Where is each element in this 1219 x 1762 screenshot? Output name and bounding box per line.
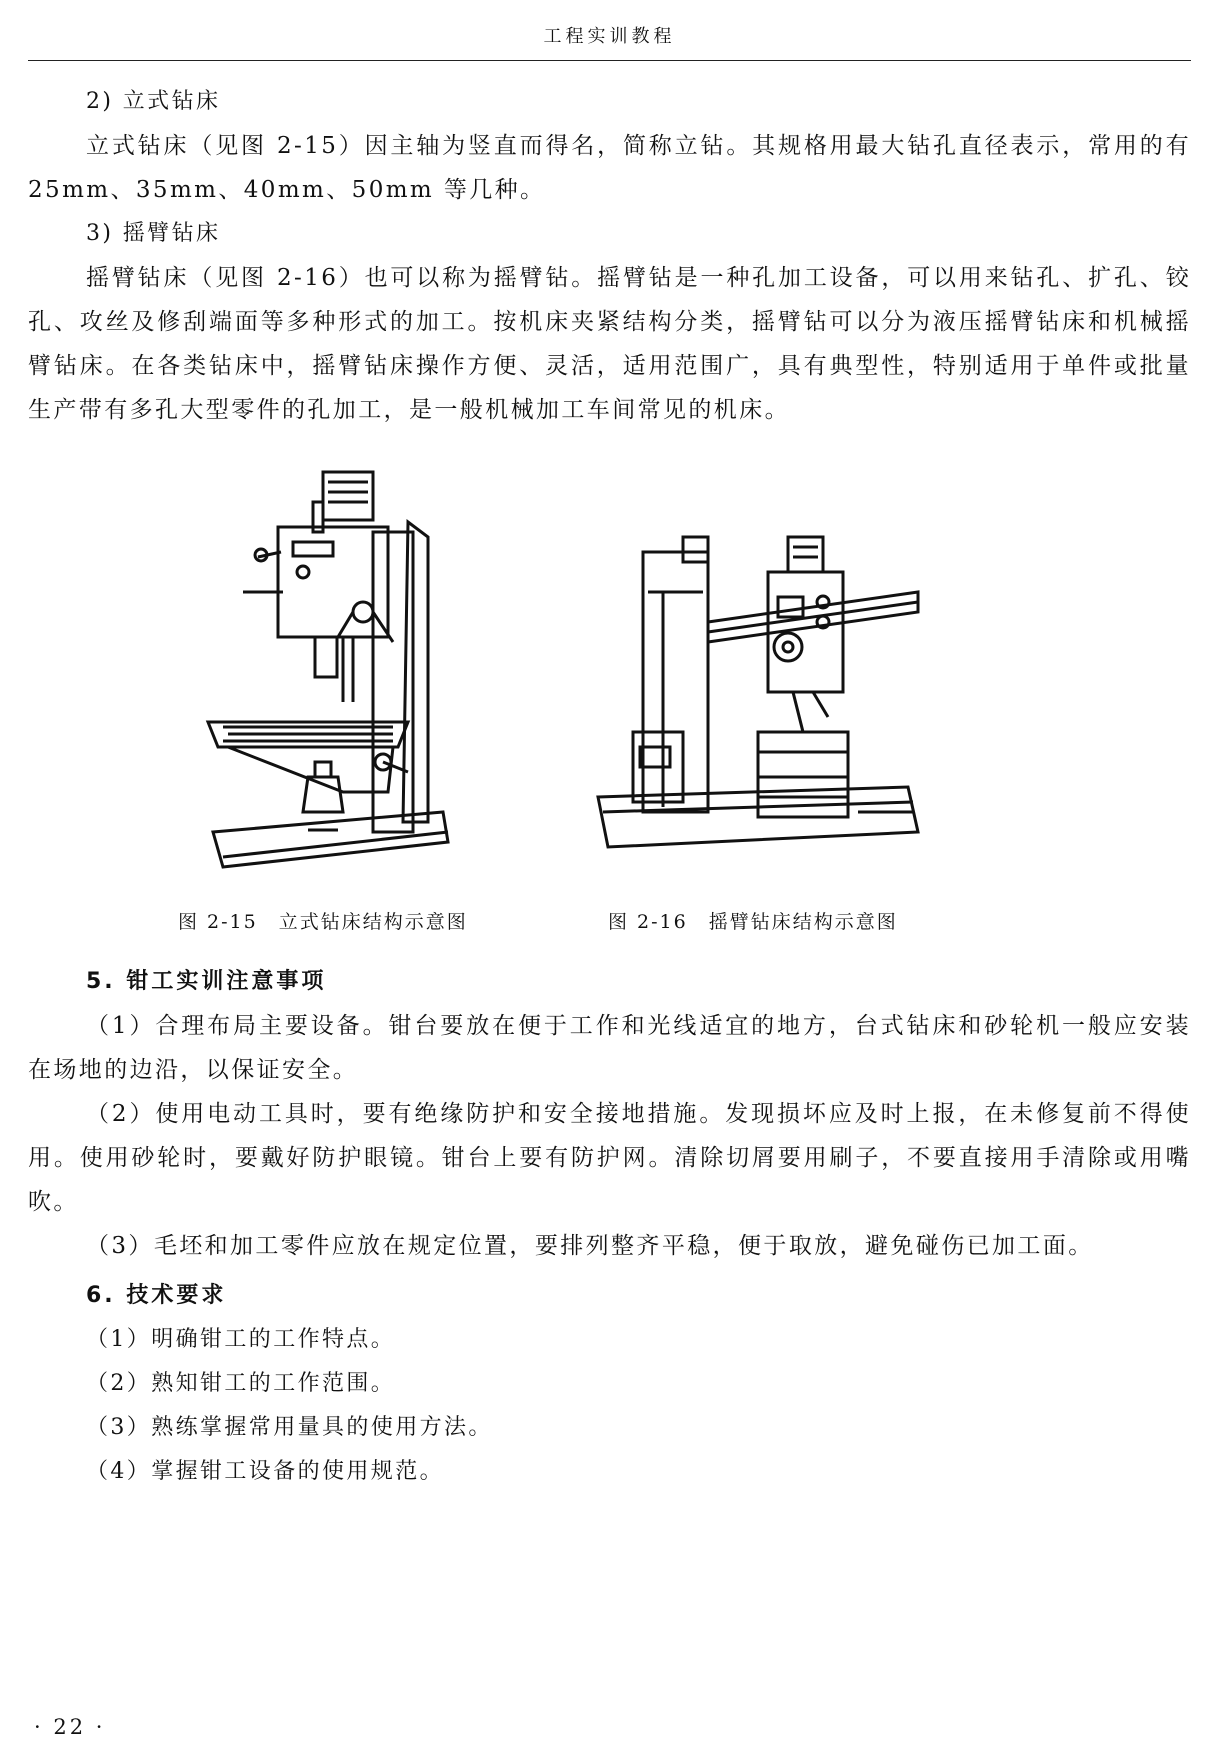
paragraph-vertical-drill: 立式钻床（见图 2-15）因主轴为竖直而得名，简称立钻。其规格用最大钻孔直径表示，常用的有 25mm、35mm、40mm、50mm 等几种。 bbox=[28, 133, 1191, 203]
section-6-item-4: （4）掌握钳工设备的使用规范。 bbox=[86, 1459, 444, 1484]
figure-vertical-drill bbox=[203, 462, 463, 882]
section-5-item-3: （3）毛坯和加工零件应放在规定位置，要排列整齐平稳，便于取放，避免碰伤已加工面。 bbox=[86, 1233, 1094, 1259]
header-title: 工程实训教程 bbox=[543, 26, 676, 47]
figure-caption-2-15: 图 2-15 立式钻床结构示意图 bbox=[178, 911, 468, 933]
page-body bbox=[28, 80, 1191, 1494]
figure-caption-2-16: 图 2-16 摇臂钻床结构示意图 bbox=[608, 911, 898, 933]
vertical-drill-illustration bbox=[203, 462, 463, 882]
section-6-item-1: （1）明确钳工的工作特点。 bbox=[86, 1327, 396, 1352]
figure-radial-drill bbox=[588, 532, 938, 862]
radial-drill-illustration bbox=[588, 532, 938, 862]
subheading-radial-drill: 3) 摇臂钻床 bbox=[86, 221, 221, 246]
section-5-item-2: （2）使用电动工具时，要有绝缘防护和安全接地措施。发现损坏应及时上报，在未修复前不得使用。使用砂轮时，要戴好防护眼镜。钳台上要有防护网。清除切屑要用刷子，不要直接用手清除或用嘴吹。 bbox=[28, 1101, 1191, 1215]
running-header bbox=[28, 22, 1191, 61]
section-6-item-2: （2）熟知钳工的工作范围。 bbox=[86, 1371, 396, 1396]
section-6-item-3: （3）熟练掌握常用量具的使用方法。 bbox=[86, 1415, 493, 1440]
figures-row bbox=[28, 462, 1191, 1022]
section-6-heading: 6. 技术要求 bbox=[86, 1283, 227, 1308]
page-number: · 22 · bbox=[34, 1715, 106, 1739]
section-5-heading: 5. 钳工实训注意事项 bbox=[86, 969, 327, 994]
subheading-vertical-drill: 2) 立式钻床 bbox=[86, 89, 221, 114]
section-5-item-1: （1）合理布局主要设备。钳台要放在便于工作和光线适宜的地方，台式钻床和砂轮机一般应安装在场地的边沿，以保证安全。 bbox=[28, 1013, 1191, 1083]
paragraph-radial-drill: 摇臂钻床（见图 2-16）也可以称为摇臂钻。摇臂钻是一种孔加工设备，可以用来钻孔、扩孔、铰孔、攻丝及修刮端面等多种形式的加工。按机床夹紧结构分类，摇臂钻可以分为液压摇臂钻床和机械摇臂钻床。在各类钻床中，摇臂钻床操作方便、灵活，适用范围广，具有典型性，特别适用于单件或批量生产带有多孔大型零件的孔加工，是一般机械加工车间常见的机床。 bbox=[28, 265, 1191, 423]
